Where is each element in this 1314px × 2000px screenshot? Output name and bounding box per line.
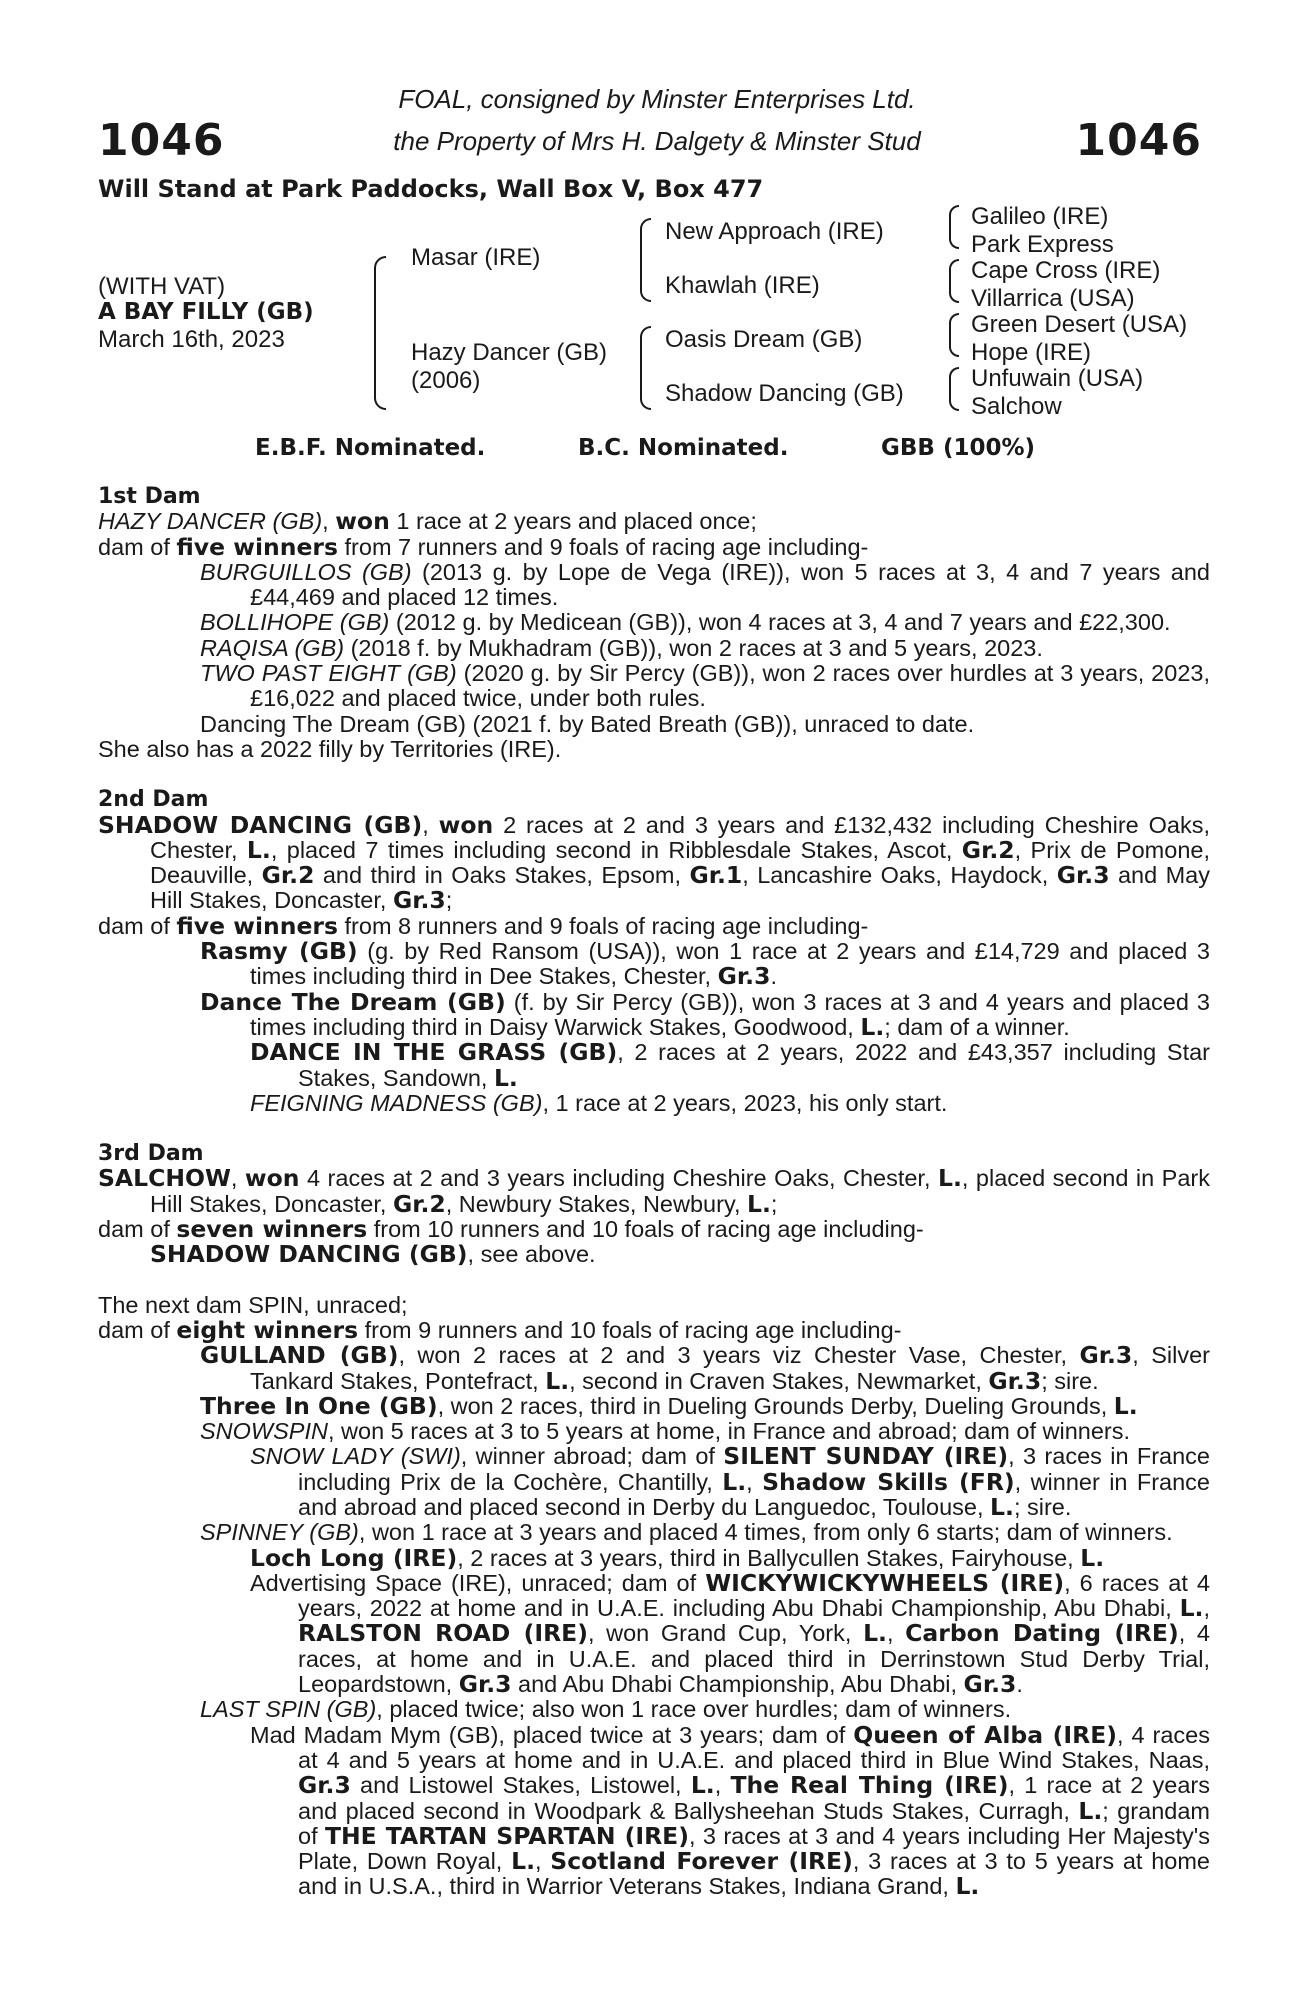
- produce-burguillos: BURGUILLOS (GB) (2013 g. by Lope de Vega (IRE)), won 5 races at 3, 4 and 7 years and £44,469 and placed 12 times.: [200, 558, 1210, 611]
- ped-g3: Cape Cross (IRE): [971, 257, 1161, 284]
- produce-dance-in-the-grass: DANCE IN THE GRASS (GB), 2 races at 2 years, 2022 and £43,357 including Star Stakes, Sandown, L.: [250, 1038, 1210, 1092]
- produce-snowspin: SNOWSPIN, won 5 races at 3 to 5 years at home, in France and abroad; dam of winners.: [200, 1418, 1131, 1445]
- horse-name: A BAY FILLY (GB): [98, 299, 314, 325]
- ped-g4: Villarrica (USA): [971, 285, 1135, 312]
- bc-nominated: B.C. Nominated.: [578, 435, 789, 461]
- lot-number-right: 1046: [1075, 115, 1202, 166]
- third-dam-record: SALCHOW, won 4 races at 2 and 3 years including Cheshire Oaks, Chester, L., placed second in Park Hill Stakes, Doncaster, Gr.2, Newbury Stakes, Newbury, L.;: [98, 1164, 1210, 1218]
- brace-2b: [640, 326, 651, 410]
- ped-dam-dam: Shadow Dancing (GB): [665, 380, 904, 407]
- produce-two-past-eight: TWO PAST EIGHT (GB) (2020 g. by Sir Percy (GB)), won 2 races over hurdles at 3 years, 2023, £16,022 and placed twice, under both rules.: [200, 660, 1210, 712]
- ped-g6: Hope (IRE): [971, 339, 1092, 366]
- vat-label: (WITH VAT): [98, 273, 226, 300]
- property-line: the Property of Mrs H. Dalgety & Minster Stud: [393, 126, 921, 156]
- produce-gulland: GULLAND (GB), won 2 races at 2 and 3 years viz Chester Vase, Chester, Gr.3, Silver Tankard Stakes, Pontefract, L., second in Craven Stakes, Newmarket, Gr.3; sire.: [200, 1341, 1210, 1395]
- first-dam-produce-summary: dam of five winners from 7 runners and 9 foals of racing age including-: [98, 532, 869, 561]
- lot-number-left: 1046: [98, 115, 225, 166]
- ped-sire-sire: New Approach (IRE): [665, 218, 884, 245]
- produce-rasmy: Rasmy (GB) (g. by Red Ransom (USA)), won 1 race at 2 years and £14,729 and placed 3 times including third in Dee Stakes, Chester, Gr.3.: [200, 937, 1210, 991]
- produce-dance-the-dream: Dance The Dream (GB) (f. by Sir Percy (GB)), won 3 races at 3 and 4 years and placed 3 times including third in Daisy Warwick Stakes, Goodwood, L.; dam of a winner.: [200, 987, 1210, 1041]
- brace-3c: [949, 313, 959, 357]
- produce-raqisa: RAQISA (GB) (2018 f. by Mukhadram (GB)), won 2 races at 3 and 5 years, 2023.: [200, 634, 1043, 661]
- catalogue-body: [98, 484, 1210, 1900]
- ped-g8: Salchow: [971, 393, 1062, 420]
- brace-3b: [949, 259, 959, 303]
- produce-spinney: SPINNEY (GB), won 1 race at 3 years and placed 4 times, from only 6 starts; dam of winners.: [200, 1519, 1173, 1546]
- first-dam-heading: 1st Dam: [98, 484, 201, 509]
- ped-g7: Unfuwain (USA): [971, 365, 1144, 392]
- produce-feigning-madness: FEIGNING MADNESS (GB), 1 race at 2 years, 2023, his only start.: [250, 1089, 948, 1116]
- brace-1: [374, 256, 386, 410]
- produce-snow-lady: SNOW LADY (SWI), winner abroad; dam of SILENT SUNDAY (IRE), 3 races in France including Prix de la Cochère, Chantilly, L., Shadow Skills (FR), winner in France and abroad and placed second in Derby du Languedoc, Toulouse, L.; sire.: [250, 1442, 1211, 1521]
- ped-dam-year: (2006): [411, 367, 481, 394]
- ped-g5: Green Desert (USA): [971, 311, 1188, 338]
- first-dam-record: HAZY DANCER (GB), won 1 race at 2 years and placed once;: [98, 507, 757, 536]
- produce-dancing-the-dream: Dancing The Dream (GB) (2021 f. by Bated Breath (GB)), unraced to date.: [200, 710, 975, 737]
- produce-mad-madam-mym: Mad Madam Mym (GB), placed twice at 3 years; dam of Queen of Alba (IRE), 4 races at 4 and 5 years at home and in U.A.E. and placed third in Blue Wind Stakes, Naas, Gr.3 and Listowel Stakes, Listowel, L., The Real Thing (IRE), 1 race at 2 years and placed second in Woodpark & Ballysheehan Studs Stakes, Curragh, L.; grandam of THE TARTAN SPARTAN (IRE), 3 races at 3 and 4 years including Her Majesty's Plate, Down Royal, L., Scotland Forever (IRE), 3 races at 3 to 5 years at home and in U.S.A., third in Warrior Veterans Stakes, Indiana Grand, L.: [250, 1720, 1210, 1901]
- produce-last-spin: LAST SPIN (GB), placed twice; also won 1 race over hurdles; dam of winners.: [200, 1696, 1012, 1723]
- ebf-nominated: E.B.F. Nominated.: [255, 435, 486, 461]
- produce-2022-filly: She also has a 2022 filly by Territories (IRE).: [98, 735, 562, 762]
- brace-2a: [640, 218, 651, 302]
- produce-three-in-one: Three In One (GB), won 2 races, third in Dueling Grounds Derby, Dueling Grounds, L.: [200, 1391, 1138, 1420]
- second-dam-heading: 2nd Dam: [98, 787, 209, 813]
- ped-g1: Galileo (IRE): [971, 203, 1109, 230]
- ped-g2: Park Express: [971, 231, 1114, 258]
- stand-line: Will Stand at Park Paddocks, Wall Box V, Box 477: [98, 175, 764, 203]
- second-dam-produce-summary: dam of five winners from 8 runners and 9 foals of racing age including-: [98, 911, 869, 940]
- consignor-line: FOAL, consigned by Minster Enterprises Ltd.: [398, 84, 916, 114]
- next-dam-produce-summary: dam of eight winners from 9 runners and 10 foals of racing age including-: [98, 1315, 902, 1344]
- brace-3d: [949, 367, 959, 411]
- next-dam-intro: The next dam SPIN, unraced;: [98, 1291, 408, 1318]
- ped-dam-sire: Oasis Dream (GB): [665, 326, 863, 353]
- ped-sire: Masar (IRE): [411, 244, 541, 271]
- third-dam-heading: 3rd Dam: [98, 1141, 204, 1167]
- produce-advertising-space: Advertising Space (IRE), unraced; dam of WICKYWICKYWHEELS (IRE), 6 races at 4 years, 2022 at home and in U.A.E. including Abu Dhabi Championship, Abu Dhabi, L., RALSTON ROAD (IRE), won Grand Cup, York, L., Carbon Dating (IRE), 4 races, at home and in U.A.E. and placed third in Derrinstown Stud Derby Trial, Leopardstown, Gr.3 and Abu Dhabi Championship, Abu Dhabi, Gr.3.: [250, 1568, 1210, 1699]
- ped-dam: Hazy Dancer (GB): [411, 339, 608, 366]
- gbb-rating: GBB (100%): [881, 435, 1036, 461]
- produce-bollihope: BOLLIHOPE (GB) (2012 g. by Medicean (GB)), won 4 races at 3, 4 and 7 years and £22,300.: [200, 609, 1171, 636]
- produce-loch-long: Loch Long (IRE), 2 races at 3 years, third in Ballycullen Stakes, Fairyhouse, L.: [250, 1543, 1105, 1572]
- third-dam-produce-summary: dam of seven winners from 10 runners and 10 foals of racing age including-: [98, 1215, 924, 1244]
- produce-shadow-dancing: SHADOW DANCING (GB), see above.: [150, 1240, 596, 1269]
- foaled-date: March 16th, 2023: [98, 326, 285, 353]
- ped-sire-dam: Khawlah (IRE): [665, 272, 820, 299]
- second-dam-record: SHADOW DANCING (GB), won 2 races at 2 and 3 years and £132,432 including Cheshire Oaks, Chester, L., placed 7 times including second in Ribblesdale Stakes, Ascot, Gr.2, Prix de Pomone, Deauville, Gr.2 and third in Oaks Stakes, Epsom, Gr.1, Lancashire Oaks, Haydock, Gr.3 and May Hill Stakes, Doncaster, Gr.3;: [98, 810, 1210, 915]
- brace-3a: [949, 205, 959, 249]
